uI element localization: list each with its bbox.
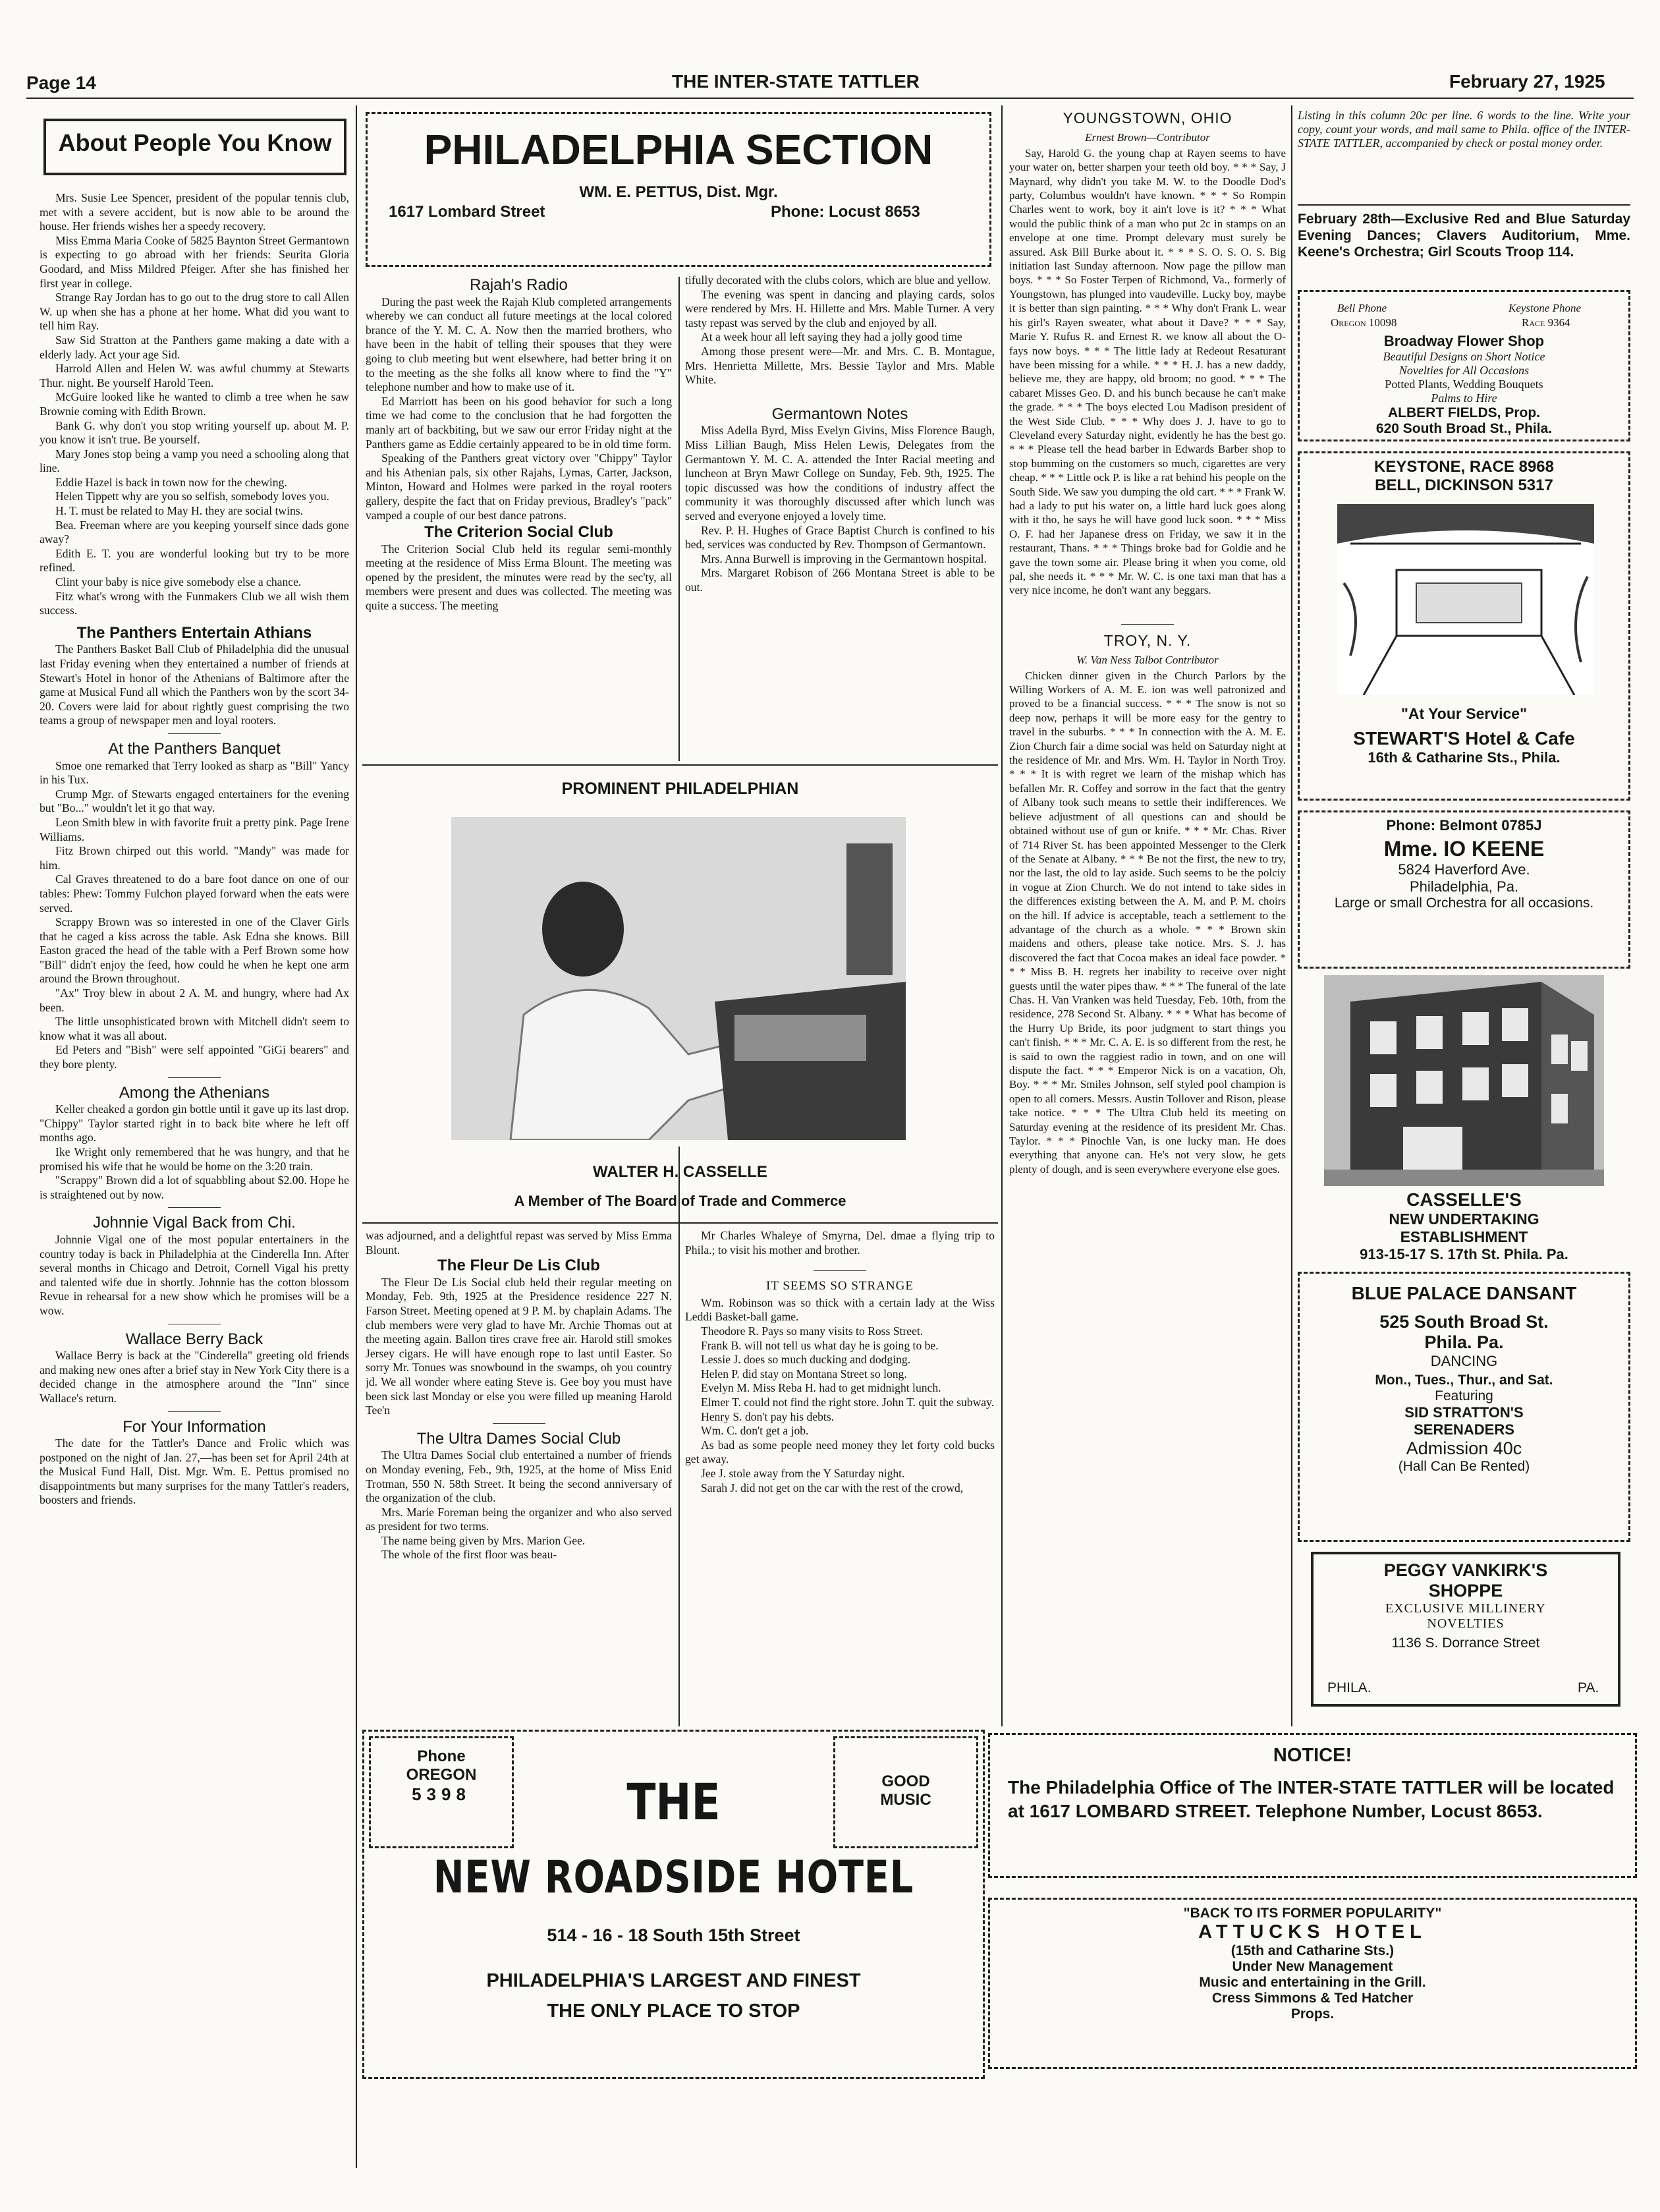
item-paragraph: Leon Smith blew in with favorite fruit a pretty pink. Page Irene Williams.	[40, 815, 349, 843]
newspaper-title: THE INTER-STATE TATTLER	[672, 71, 920, 92]
photo-top-rule	[362, 764, 998, 766]
blue-palace-featuring: Featuring	[1435, 1388, 1493, 1404]
blue-palace-days: Mon., Tues., Thur., and Sat.	[1375, 1373, 1553, 1388]
item-paragraph: Bea. Freeman where are you keeping yourself since dads gone away?	[40, 518, 349, 546]
item-paragraph: Smoe one remarked that Terry looked as sharp as "Bill" Yancy in his Tux.	[40, 758, 349, 787]
page-number: Page 14	[26, 72, 96, 93]
correspondents-column	[1009, 109, 1286, 1726]
notice-text: The Philadelphia Office of The INTER-STATE TATTLER will be located at 1617 LOMBARD STREET. Telephone Number, Locust 8653.	[1008, 1777, 1615, 1821]
hotel-name: NEW ROADSIDE HOTEL	[433, 1852, 914, 1904]
item-paragraph: Henry S. don't pay his debts.	[701, 1409, 835, 1423]
keene-text	[1301, 817, 1627, 911]
blue-palace-dancing: DANCING	[1430, 1353, 1498, 1369]
column-rule	[678, 277, 680, 761]
article-body: Rev. P. H. Hughes of Grace Baptist Church is confined to his bed, services was conducted by Rev. Thompson of Germantown.	[685, 523, 995, 552]
flower-race-phone: Race 9364	[1522, 316, 1570, 329]
headline: Rajah's Radio	[470, 276, 568, 294]
article-body: The whole of the first floor was beau-	[381, 1548, 557, 1562]
peggy-vankirk-address: 1136 S. Dorrance Street	[1391, 1635, 1540, 1651]
article-body: was adjourned, and a delightful repast was served by Miss Emma Blount.	[366, 1229, 672, 1257]
item-paragraph: Fitz what's wrong with the Funmakers Club we all wish them success.	[40, 589, 349, 617]
item-paragraph: Sarah J. did not get on the car with the rest of the crowd,	[701, 1481, 964, 1494]
article-body: The Ultra Dames Social club entertained a number of friends on Monday evening, Feb., 9th, 1925, at the home of Miss Enid Trotman, 550 N. 58th Street. It being the second anniversary of the organization of the club.	[366, 1448, 672, 1505]
blue-palace-band: SERENADERS	[1414, 1421, 1514, 1438]
item-paragraph: H. T. must be related to May H. they are social twins.	[55, 504, 304, 518]
office-address: 1617 Lombard Street	[389, 203, 545, 221]
column-rule	[1291, 105, 1292, 1726]
separator	[168, 733, 221, 734]
about-people-column	[40, 191, 349, 2188]
headline: The Ultra Dames Social Club	[416, 1429, 621, 1448]
blue-palace-band: SID STRATTON'S	[1404, 1404, 1524, 1421]
item-paragraph: McGuire looked like he wanted to climb a tree when he saw Brownie coming with Edith Brown.	[40, 390, 349, 418]
article-body: The name being given by Mrs. Marion Gee.	[381, 1533, 586, 1547]
keene-line: Large or small Orchestra for all occasions.	[1334, 895, 1594, 911]
stewarts-phone: KEYSTONE, RACE 8968	[1374, 458, 1554, 476]
hotel-music-line: GOOD	[881, 1772, 930, 1790]
flower-address: 620 South Broad St., Phila.	[1375, 421, 1553, 436]
flower-proprietor: ALBERT FIELDS, Prop.	[1388, 405, 1540, 420]
item-paragraph: Jee J. stole away from the Y Saturday night.	[701, 1466, 905, 1480]
article-body: The Panthers Basket Ball Club of Philadelphia did the unusual last Friday evening when they entertained a number of friends at Stewart's Hotel in honor of the Athenians of Baltimore after the game at Musical Fund all which the Panthers won by the scort 34-20. Covers were laid for about rightly guest comprising the two teams a group of newspaper men and loyal rooters.	[40, 642, 349, 727]
item-paragraph: Miss Emma Maria Cooke of 5825 Baynton Street Germantown is expecting to go abroad with her friends: Seurita Gloria Goodard, and Miss Mildred Pfeiger. After she has finished her first year in college.	[40, 233, 349, 290]
item-paragraph: Cal Graves threatened to do a bare foot dance on one of our tables: Phew: Tommy Fulchon played forward when the eats were served.	[40, 872, 349, 915]
peggy-vankirk-name: PEGGY VANKIRK'S	[1383, 1560, 1548, 1580]
stewarts-phone: BELL, DICKINSON 5317	[1375, 476, 1553, 494]
article-body: Johnnie Vigal one of the most popular entertainers in the country today is back in Philadelphia at the Cinderella Inn. After several months in Chicago and Detroit, Cornell Vigal his pretty and talented wife due in shortly. Johnnie has the cotton blossom Revue in rehearsal for a new show which he promises will be a wow.	[40, 1232, 349, 1317]
rajah-column	[366, 270, 672, 761]
attucks-name: ATTUCKS HOTEL	[1198, 1921, 1427, 1943]
item-paragraph: Keller cheaked a gordon gin bottle until it gave up its last drop. "Chippy" Taylor started right in to back bite where he left off months ago.	[40, 1102, 349, 1145]
casselle-name: CASSELLE'S	[1406, 1189, 1522, 1210]
item-paragraph: As bad as some people need money they let forty cold bucks get away.	[685, 1438, 995, 1466]
headline: Wallace Berry Back	[125, 1330, 263, 1348]
item-paragraph: Elmer T. could not find the right store. John T. quit the subway.	[701, 1395, 995, 1409]
article-body: tifully decorated with the clubs colors, which are blue and yellow.	[685, 273, 991, 287]
attucks-line: Cress Simmons & Ted Hatcher	[1211, 1991, 1414, 2006]
strange-column	[685, 1229, 995, 1726]
article-body: Mrs. Anna Burwell is improving in the Germantown hospital.	[701, 552, 987, 565]
blue-palace-text	[1301, 1282, 1627, 1475]
photo-subject-name: WALTER H. CASSELLE	[593, 1163, 767, 1181]
hotel-address: 514 - 16 - 18 South 15th Street	[547, 1925, 800, 1945]
item-paragraph: Clint your baby is nice give somebody else a chance.	[55, 575, 302, 589]
article-body: Mr Charles Whaleye of Smyrna, Del. dmae a flying trip to Phila.; to visit his mother and brother.	[685, 1229, 995, 1257]
listing-rule	[1298, 204, 1630, 206]
column-rule	[678, 1147, 680, 1726]
flower-line: Potted Plants, Wedding Bouquets	[1385, 378, 1543, 391]
casselle-address: 913-15-17 S. 17th St. Phila. Pa.	[1360, 1246, 1568, 1262]
flower-line: Beautiful Designs on Short Notice	[1383, 350, 1545, 363]
issue-date: February 27, 1925	[1449, 71, 1605, 92]
hotel-phone-label: Phone	[417, 1747, 466, 1765]
attucks-line: Under New Management	[1232, 1959, 1393, 1974]
headline: The Criterion Social Club	[424, 523, 613, 542]
item-paragraph: Bank G. why don't you stop writing yourself up. about M. P. you know it isn't true. Be yourself.	[40, 418, 349, 447]
casselle-text	[1298, 1189, 1630, 1263]
office-phone: Phone: Locust 8653	[771, 203, 920, 221]
casselle-building-drawing	[1324, 975, 1604, 1186]
stewarts-illustration-drawing	[1337, 504, 1594, 695]
article-body: Ed Marriott has been on his good behavior for such a long time we had come to the conclusion that he had forgotten the manly art of backbiting, but we saw our error Friday night at the Panthers game as Eddie certainly appeared to be in old time form.	[366, 394, 672, 451]
peggy-vankirk-city: PHILA.	[1327, 1680, 1371, 1695]
item-paragraph: Mrs. Susie Lee Spencer, president of the popular tennis club, met with a severe accident, but is now able to be around the house. Her friends wishes her a speedy recovery.	[40, 191, 349, 233]
portrait-photo-drawing	[451, 817, 906, 1140]
item-paragraph: Saw Sid Stratton at the Panthers game making a date with a elderly lady. Act your age Sid.	[40, 333, 349, 361]
item-paragraph: Wm. C. don't get a job.	[701, 1424, 809, 1438]
item-paragraph: Frank B. will not tell us what day he is going to be.	[701, 1338, 939, 1352]
contributor-line: Ernest Brown—Contributor	[1085, 131, 1210, 144]
flower-line: Novelties for All Occasions	[1398, 364, 1530, 377]
blue-palace-address: Phila. Pa.	[1424, 1332, 1504, 1352]
article-body: During the past week the Rajah Klub completed arrangements whereby we can conduct all future meetings at the local colored brance of the Y. M. C. A. Now then the married brothers, who have been in the habit of telling their spouses that they were going to club meeting but went elsewhere, had better bring it on to the meeting as the she folks all know where to find the "Y" telephone number and how to make use of it.	[366, 295, 672, 394]
article-body: Miss Adella Byrd, Miss Evelyn Givins, Miss Florence Baugh, Miss Lillian Baugh, Miss Helen Lewis, Delegates from the Germantown Y. M. C. A. attended the Inter Racial meeting and luncheon at Bryn Mawr College on Sunday, Feb. 9th, 1925. The topic discussed was how the conditions of industry affect the community it was thoroughly discussed after which lunch was served and everyone enjoyed a lovely time.	[685, 424, 995, 523]
casselle-line: ESTABLISHMENT	[1400, 1228, 1528, 1245]
item-paragraph: Strange Ray Jordan has to go out to the drug store to call Allen W. up when she has a phone at her home. What did you want to tell him Ray.	[40, 291, 349, 333]
column-rule	[1001, 105, 1003, 1726]
item-paragraph: Fitz Brown chirped out this world. "Mandy" was made for him.	[40, 844, 349, 872]
peggy-vankirk-line: NOVELTIES	[1427, 1616, 1505, 1631]
portrait-photo	[451, 817, 906, 1140]
peggy-vankirk-state: PA.	[1578, 1680, 1599, 1695]
item-paragraph: Helen Tippett why are you so selfish, somebody loves you.	[55, 490, 329, 503]
stewarts-illustration	[1337, 504, 1594, 695]
article-body: Speaking of the Panthers great victory over "Chippy" Taylor and his Athenian pals, six other Rajahs, Lymas, Carter, Jackson, Minton, Howard and Holmes were parked in the royal rooters gallery, despite the fact that on Friday previous, Bradley's "pack" vamped a couple of our best dance patrons.	[366, 451, 672, 522]
article-body: The date for the Tattler's Dance and Frolic which was postponed on the night of Jan. 27,—has been set for April 24th at the Musical Fund Hall, Dist. Mgr. Wm. E. Pettus promised no disappointments but many surprises for the many Tattler's readers, boosters and friends.	[40, 1436, 349, 1507]
item-paragraph: Helen P. did stay on Montana Street so long.	[701, 1367, 907, 1380]
philadelphia-section-title: PHILADELPHIA SECTION	[424, 126, 933, 173]
separator	[168, 1411, 221, 1412]
blue-palace-rent: (Hall Can Be Rented)	[1398, 1459, 1530, 1474]
stewarts-name: STEWART'S Hotel & Cafe	[1353, 728, 1575, 749]
attucks-line: "BACK TO ITS FORMER POPULARITY"	[1183, 1906, 1442, 1921]
item-paragraph: Mary Jones stop being a vamp you need a schooling along that line.	[40, 447, 349, 475]
headline: The Panthers Entertain Athians	[76, 623, 312, 642]
hotel-phone-exchange: OREGON	[406, 1766, 477, 1784]
attucks-line: Music and entertaining in the Grill.	[1199, 1975, 1426, 1990]
item-paragraph: "Scrappy" Brown did a lot of squabbling about $2.00. Hope he is straightened out by now.	[40, 1174, 349, 1201]
article-body: The evening was spent in dancing and playing cards, solos were rendered by Mrs. H. Hillette and Mrs. Mable Turner. A very tasty repast was served by the club and enjoyed by all.	[685, 287, 995, 329]
keene-name: Mme. IO KEENE	[1383, 837, 1545, 861]
keene-address: 5824 Haverford Ave.	[1398, 861, 1530, 878]
headline: Among the Athenians	[119, 1083, 270, 1102]
attucks-line: (15th and Catharine Sts.)	[1231, 1943, 1395, 1958]
headline: IT SEEMS SO STRANGE	[766, 1279, 914, 1293]
blue-palace-name: BLUE PALACE DANSANT	[1351, 1283, 1577, 1303]
item-paragraph: The little unsophisticated brown with Mitchell didn't seem to know what it was all about.	[40, 1015, 349, 1042]
item-paragraph: Edith E. T. you are wonderful looking but try to be more refined.	[40, 546, 349, 575]
item-paragraph: Harrold Allen and Helen W. was awful chummy at Stewarts Thur. night. Be yourself Harold Teen.	[40, 362, 349, 389]
keene-phone: Phone: Belmont 0785J	[1386, 817, 1542, 834]
headline: YOUNGSTOWN, OHIO	[1063, 109, 1232, 127]
separator	[168, 1207, 221, 1208]
flower-shop-name: Broadway Flower Shop	[1383, 333, 1545, 349]
article-body: The Criterion Social Club held its regular semi-monthly meeting at the residence of Miss Erma Blount. The meeting was opened by the president, the minutes were read by the sec'ty, all members were present and dues was collected. The meeting was quite a success. The meeting	[366, 542, 672, 613]
peggy-vankirk-text	[1314, 1560, 1617, 1651]
masthead-rule	[26, 98, 1634, 99]
article-body: Say, Harold G. the young chap at Rayen seems to have your water on, better sharpen your teeth old boy. * * * Say, J Maynard, why didn't you take M. W. to the Doodle Dod's party, Columbus wouldn't have known. * * * So Rompin Charles went to work, boy it ain't love is it? * * * What would the public think of a man who put 2c in stamps on an envelope at one time. Prompt delevary must surely be assured. Ask Bill Burke about it. * * * S. O. S. O. S. Big initiation last Sunday afternoon. Now page the pillow man boys. * * * So Foster Terpen of Richmond, Va., formerly of Youngstown, has plunged into vaudeville. Lucky boy, maybe it is better than sign painting. * * * Why don't Frank L. wear his girl's Rayen sweater, what about it Dave? * * * Say, Marie Y. Rufus R. and Ernest R. we know all about the O-fays now boys. * * * The little lady at Redeout Resaturant have been missing for a while. * * * H. J. has a new daddy, believe me, they are happy, old broom; no good. * * * The cabaret Misses Geo. D. and his bunch because he can't make the grade. * * * The boys elected Lou Madison president of the West Side Club. * * * Why does J. J. have to go to Cleveland every Saturday night, evidently he has the best go. * * * Please tell the head barber in Edwards Barber shop to stop bumming on the customers so much, cigarettes are very cheap. * * * Little ock P. is like a rat behind his people on the South Side. We saw you dumping the old cart. * * * Frank W. had a lady to put his water on, a little hard luck goes along with it tho, he says he will have good luck soon. * * * Miss O. F. had her Japanese dress on Friday, we saw it in the restaurant, Thans. * * * Things broke bad for Goldie and he gave the town some air. Please bring it when you come, old pal, she needs it. * * * Mr. W. C. is one taxi man that has a very nice income, he don't want any beggars.	[1009, 146, 1286, 597]
photo-bottom-rule	[362, 1222, 998, 1224]
column-rule	[356, 105, 357, 2168]
separator	[1121, 624, 1174, 625]
stewarts-slogan: "At Your Service"	[1401, 705, 1527, 722]
fleur-column	[366, 1229, 672, 1726]
blue-palace-admission: Admission 40c	[1406, 1438, 1522, 1458]
item-paragraph: "Ax" Troy blew in about 2 A. M. and hungry, where had Ax been.	[40, 986, 349, 1014]
hotel-slogan: THE ONLY PLACE TO STOP	[547, 2000, 800, 2022]
article-body: Mrs. Marie Foreman being the organizer and who also served as president for two terms.	[366, 1505, 672, 1533]
headline: Germantown Notes	[771, 405, 908, 423]
listing-notice: Listing in this column 20c per line. 6 words to the line. Write your copy, count your words, and mail same to Phila. office of the INTER-STATE TATTLER, accompanied by check or postal money order.	[1298, 109, 1630, 150]
headline: The Fleur De Lis Club	[437, 1257, 600, 1275]
club-column	[685, 273, 995, 761]
event-listing: February 28th—Exclusive Red and Blue Saturday Evening Dances; Clavers Auditorium, Mme. Keene's Orchestra; Girl Scouts Troop 114.	[1298, 212, 1630, 260]
item-paragraph: Ed Peters and "Bish" were self appointed "GiGi bearers" and they bore plenty.	[40, 1043, 349, 1071]
flower-oregon-phone: Oregon 10098	[1331, 316, 1397, 329]
hotel-phone-number: 5398	[412, 1784, 471, 1804]
flower-keystone-label: Keystone Phone	[1508, 302, 1581, 314]
notice-head: NOTICE!	[1273, 1745, 1352, 1766]
article-body: At a week hour all left saying they had a jolly good time	[701, 330, 962, 344]
casselle-building-photo	[1324, 975, 1604, 1186]
item-paragraph: Crump Mgr. of Stewarts engaged entertainers for the evening but "Bo..." wouldn't let it go that way.	[40, 787, 349, 815]
attucks-line: Props.	[1290, 2006, 1335, 2022]
blue-palace-address: 525 South Broad St.	[1379, 1312, 1549, 1332]
item-paragraph: Wm. Robinson was so thick with a certain lady at the Wiss Leddi Basket-ball game.	[685, 1295, 995, 1324]
separator	[814, 1270, 866, 1271]
flower-shop-text	[1301, 333, 1627, 437]
stewarts-text	[1301, 705, 1627, 766]
item-paragraph: Ike Wright only remembered that he was hungry, and that he promised his wife that he would be home on the 3:20 train.	[40, 1145, 349, 1173]
peggy-vankirk-line: EXCLUSIVE MILLINERY	[1385, 1601, 1546, 1616]
hotel-slogan: PHILADELPHIA'S LARGEST AND FINEST	[486, 1970, 861, 1991]
headline: At the Panthers Banquet	[108, 739, 281, 758]
hotel-the: THE	[626, 1772, 721, 1831]
headline: For Your Information	[123, 1417, 266, 1436]
hotel-music-line: MUSIC	[880, 1791, 931, 1809]
stewarts-address: 16th & Catharine Sts., Phila.	[1368, 749, 1561, 766]
article-body: Mrs. Margaret Robison of 266 Montana Street is able to be out.	[685, 566, 995, 594]
item-paragraph: Scrappy Brown was so interested in one of the Claver Girls that he caged a kiss across the table. Ask Edna she knows. Bill Easton graced the head of the table with a Perf Brown some how "Bill" didn't enjoy the feed, how could he when he kept one arm around the Brown throughout.	[40, 915, 349, 986]
photo-caption: A Member of The Board of Trade and Commerce	[514, 1193, 846, 1209]
separator	[493, 1423, 545, 1424]
flower-bell-label: Bell Phone	[1337, 302, 1387, 314]
photo-header: PROMINENT PHILADELPHIAN	[561, 780, 799, 798]
article-body: Among those present were—Mr. and Mrs. C. B. Montague, Mrs. Henrietta Millette, Mrs. Bessie Taylor and Mrs. Mable White.	[685, 344, 995, 387]
article-body: Wallace Berry is back at the "Cinderella" greeting old friends and making new ones after a brief stay in New York City there is a decided change in the atmosphere around the "Inn" since Wallace's return.	[40, 1349, 349, 1405]
attucks-text	[991, 1906, 1634, 2022]
item-paragraph: Lessie J. does so much ducking and dodging.	[701, 1353, 911, 1367]
stewarts-phones	[1301, 458, 1627, 495]
headline: TROY, N. Y.	[1103, 631, 1192, 649]
separator	[168, 1077, 221, 1078]
flower-line: Palms to Hire	[1431, 391, 1497, 405]
district-manager: WM. E. PETTUS, Dist. Mgr.	[579, 183, 778, 201]
hotel-music-block	[833, 1772, 978, 1809]
article-body: The Fleur De Lis Social club held their regular meeting on Monday, Feb. 9th, 1925 at the Presidence residence 227 N. Farson Street. Meeting opened at 9 P. M. by chaplain Adams. The club members were very glad to have Mr. Archie Thomas out at the meeting again. Ballon tires crave free air. Harold still smokes Jersey cigars. He will have enough rope to last until Easter. So sorry Mr. Tonues was snowbound in the swamps, oh you country jd. We all wonder where eating Steve is. Gee boy you must have been sick last Monday or else you were filled up meaning Harold Tee'n	[366, 1275, 672, 1417]
headline: Johnnie Vigal Back from Chi.	[93, 1214, 296, 1232]
item-paragraph: Theodore R. Pays so many visits to Ross Street.	[701, 1324, 924, 1338]
item-paragraph: Eddie Hazel is back in town now for the chewing.	[55, 475, 287, 489]
keene-address: Philadelphia, Pa.	[1409, 878, 1519, 895]
peggy-vankirk-name: SHOPPE	[1428, 1581, 1503, 1601]
casselle-line: NEW UNDERTAKING	[1389, 1210, 1539, 1228]
contributor-line: W. Van Ness Talbot Contributor	[1076, 654, 1219, 667]
about-people-header: About People You Know	[58, 129, 332, 156]
article-body: Chicken dinner given in the Church Parlors by the Willing Workers of A. M. E. ion was well patronized and proved to be a financial success. * * * The snow is not so deep now, perhaps it will be more easy for the gentry to travel in the suburbs. * * * In connection with the A. M. E. Zion Church fair a dime social was held on Saturday night at the residence of Mr. and Mrs. Wm. H. Taylor in North Troy. * * * It is with regret we learn of the mishap which has befallen Mr. R. Coffey and sorrow in the fact that the gentry of Albany took such means to settle their indifferences. We believe adjustment of all questions can and should be obtained without use of gun or knife. * * * Mr. Chas. River of 714 River St. has been appointed Messenger to the Clerk of the Senate at Albany. * * * Be not the first, the new to try, nor the last, the old to lay aside. Such seems to be the polciy in vogue at Zion Church. We do not intend to take sides in the differences existing between the A. M. and P. M. choirs on the hill. If advice is acceptable, teach a settlement to the advantage of the church as a whole. * * * Brown skin maidens and others, please take notice. Mrs. S. J. has discovered the fact that Cocoa makes an ideal face powder. * * * Miss B. H. regrets her inability to receive over night guests until the water pipes thaw. * * * The funeral of the late Chas. H. Van Vranken was held Tuesday, Feb. 10th, from the residence, 278 Second St. Albany. * * * What has become of the Hurry Up Bride, its poor judgment to start things you can't finish. * * * Mr. C. A. E. is so different from the rest, he is said to own the raggiest radio in town, and on one will dispute the fact. * * * Emperor Nick is on a vacation, Oh, Boy. * * * Mr. Smiles Johnson, self styled pool champion is open to all comers. Messrs. Austin Tollover and Rison, please take notice. * * * The Ultra Club held its meeting on Saturday evening at the residence of its president Mr. Chas. Taylor. * * * Pinochle Van, is one lucky man. He does everything that anyone can. He's not very slow, he gets plenty of dough, and is seen everywhere everyone else goes.	[1009, 669, 1286, 1176]
hotel-phone-block	[369, 1747, 514, 1805]
item-paragraph: Evelyn M. Miss Reba H. had to get midnight lunch.	[701, 1381, 941, 1395]
